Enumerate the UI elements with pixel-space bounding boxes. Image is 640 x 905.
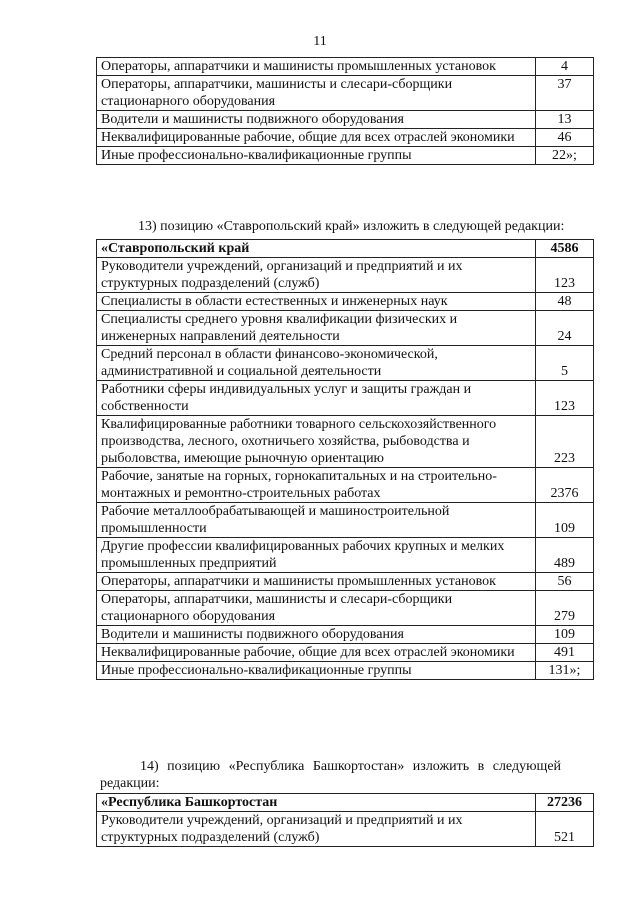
occupation-value: 489 bbox=[536, 538, 594, 573]
occupation-value: 37 bbox=[536, 76, 594, 111]
region-total: 27236 bbox=[536, 794, 594, 812]
occupation-label: Средний персонал в области финансово-экономической, административной и социальной деятельности bbox=[97, 346, 536, 381]
table-row bbox=[97, 346, 594, 381]
occupation-label: Операторы, аппаратчики и машинисты промышленных установок bbox=[97, 573, 536, 591]
occupation-value: 56 bbox=[536, 573, 594, 591]
table-row bbox=[97, 468, 594, 503]
table-row bbox=[97, 258, 594, 293]
occupation-label: Иные профессионально-квалификационные группы bbox=[97, 662, 536, 680]
occupation-label: Другие профессии квалифицированных рабочих крупных и мелких промышленных предприятий bbox=[97, 538, 536, 573]
occupation-label: Операторы, аппаратчики, машинисты и слесари-сборщики стационарного оборудования bbox=[97, 591, 536, 626]
table-row bbox=[97, 503, 594, 538]
stavropol-occupation-table bbox=[96, 239, 594, 680]
occupation-value: 22»; bbox=[536, 147, 594, 165]
table-row bbox=[97, 812, 594, 847]
occupation-label: Операторы, аппаратчики, машинисты и слесари-сборщики стационарного оборудования bbox=[97, 76, 536, 111]
occupation-value: 109 bbox=[536, 626, 594, 644]
occupation-value: 279 bbox=[536, 591, 594, 626]
table-row bbox=[97, 129, 594, 147]
occupation-label: Операторы, аппаратчики и машинисты промышленных установок bbox=[97, 58, 536, 76]
occupation-label: Неквалифицированные рабочие, общие для всех отраслей экономики bbox=[97, 129, 536, 147]
occupation-value: 109 bbox=[536, 503, 594, 538]
table-row bbox=[97, 311, 594, 346]
occupation-value: 521 bbox=[536, 812, 594, 847]
table-row bbox=[97, 626, 594, 644]
occupation-value: 4 bbox=[536, 58, 594, 76]
occupation-label: Специалисты среднего уровня квалификации физических и инженерных направлений деятельности bbox=[97, 311, 536, 346]
occupation-value: 46 bbox=[536, 129, 594, 147]
occupation-value: 13 bbox=[536, 111, 594, 129]
occupation-label: Квалифицированные работники товарного сельскохозяйственного производства, лесного, охотничьего хозяйства, рыбоводства и рыболовства, имеющие рыночную ориентацию bbox=[97, 416, 536, 468]
table-header-row bbox=[97, 794, 594, 812]
bashkortostan-occupation-table bbox=[96, 793, 594, 847]
amendment-14-paragraph bbox=[100, 758, 594, 792]
page-number: 11 bbox=[313, 34, 327, 49]
table-row bbox=[97, 111, 594, 129]
occupation-label: Рабочие металлообрабатывающей и машиностроительной промышленности bbox=[97, 503, 536, 538]
table-row bbox=[97, 147, 594, 165]
occupation-value: 223 bbox=[536, 416, 594, 468]
amendment-13-paragraph: 13) позицию «Ставропольский край» изложить в следующей редакции: bbox=[138, 219, 565, 234]
occupation-value: 123 bbox=[536, 258, 594, 293]
amendment-14-line2: редакции: bbox=[100, 776, 160, 791]
table-row bbox=[97, 293, 594, 311]
table-row bbox=[97, 416, 594, 468]
occupation-value: 5 bbox=[536, 346, 594, 381]
table-header-row bbox=[97, 240, 594, 258]
occupation-value: 2376 bbox=[536, 468, 594, 503]
occupation-label: Водители и машинисты подвижного оборудования bbox=[97, 111, 536, 129]
occupation-value: 48 bbox=[536, 293, 594, 311]
occupation-value: 123 bbox=[536, 381, 594, 416]
occupation-label: Работники сферы индивидуальных услуг и защиты граждан и собственности bbox=[97, 381, 536, 416]
occupation-label: Руководители учреждений, организаций и предприятий и их структурных подразделений (служб) bbox=[97, 812, 536, 847]
occupation-label: Водители и машинисты подвижного оборудования bbox=[97, 626, 536, 644]
occupation-label: Иные профессионально-квалификационные группы bbox=[97, 147, 536, 165]
table-row bbox=[97, 58, 594, 76]
occupation-value: 491 bbox=[536, 644, 594, 662]
amendment-14-line1: 14) позицию «Республика Башкортостан» изложить в следующей bbox=[140, 759, 562, 774]
occupation-value: 131»; bbox=[536, 662, 594, 680]
region-name: «Ставропольский край bbox=[97, 240, 536, 258]
table-row bbox=[97, 538, 594, 573]
table-row bbox=[97, 644, 594, 662]
table-row bbox=[97, 76, 594, 111]
region-name: «Республика Башкортостан bbox=[97, 794, 536, 812]
occupation-value: 24 bbox=[536, 311, 594, 346]
table-row bbox=[97, 573, 594, 591]
occupation-label: Руководители учреждений, организаций и предприятий и их структурных подразделений (служб) bbox=[97, 258, 536, 293]
continued-occupation-table bbox=[96, 57, 594, 165]
table-row bbox=[97, 591, 594, 626]
occupation-label: Специалисты в области естественных и инженерных наук bbox=[97, 293, 536, 311]
region-total: 4586 bbox=[536, 240, 594, 258]
occupation-label: Неквалифицированные рабочие, общие для всех отраслей экономики bbox=[97, 644, 536, 662]
occupation-label: Рабочие, занятые на горных, горнокапитальных и на строительно-монтажных и ремонтно-строительных работах bbox=[97, 468, 536, 503]
table-row bbox=[97, 662, 594, 680]
table-row bbox=[97, 381, 594, 416]
